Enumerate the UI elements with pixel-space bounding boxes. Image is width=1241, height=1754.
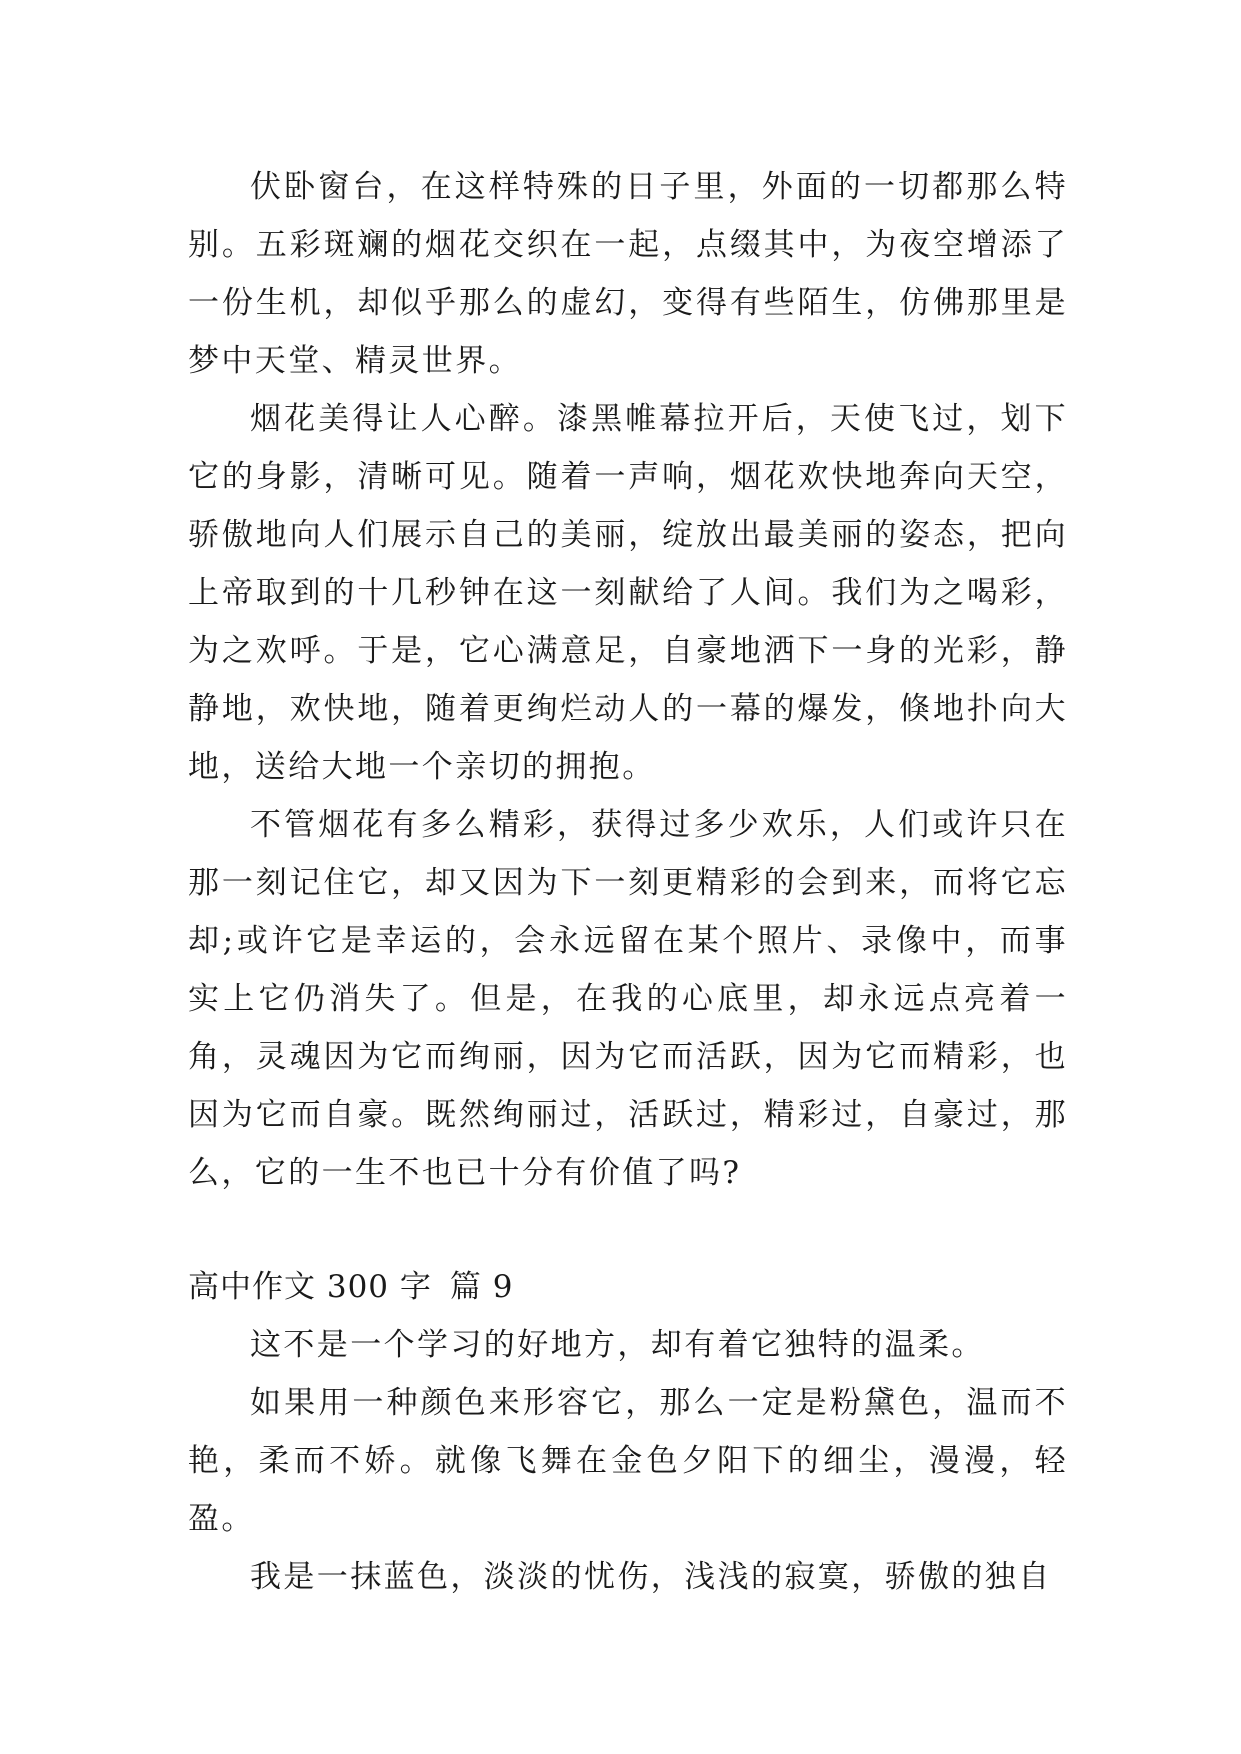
paragraph-blue: 我是一抹蓝色，淡淡的忧伤，浅浅的寂寞，骄傲的独自 — [250, 1559, 1052, 1595]
section-number: 篇 9 — [449, 1269, 514, 1305]
paragraph-color: 如果用一种颜色来形容它，那么一定是粉黛色，温而不艳，柔而不娇。就像飞舞在金色夕阳下的细尘，漫漫，轻盈。 — [188, 1385, 1068, 1537]
paragraph-fireworks-beauty: 烟花美得让人心醉。漆黑帷幕拉开后，天使飞过，划下它的身影，清晰可见。随着一声响，烟花欢快地奔向天空，骄傲地向人们展示自己的美丽，绽放出最美丽的姿态，把向上帝取到的十几秒钟在这一刻献给了人间。我们为之喝彩，为之欢呼。于是，它心满意足，自豪地洒下一身的光彩，静静地，欢快地，随着更绚烂动人的一幕的爆发，倏地扑向大地，送给大地一个亲切的拥抱。 — [188, 401, 1068, 785]
paragraph-fireworks-value: 不管烟花有多么精彩，获得过多少欢乐，人们或许只在那一刻记住它，却又因为下一刻更精彩的会到来，而将它忘却;或许它是幸运的，会永远留在某个照片、录像中，而事实上它仍消失了。但是，在我的心底里，却永远点亮着一角，灵魂因为它而绚丽，因为它而活跃，因为它而精彩，也因为它而自豪。既然绚丽过，活跃过，精彩过，自豪过，那么，它的一生不也已十分有价值了吗? — [188, 807, 1068, 1191]
section-heading — [188, 1258, 1068, 1316]
paragraph-intro: 这不是一个学习的好地方，却有着它独特的温柔。 — [250, 1327, 985, 1363]
paragraph-window: 伏卧窗台，在这样特殊的日子里，外面的一切都那么特别。五彩斑斓的烟花交织在一起，点缀其中，为夜空增添了一份生机，却似乎那么的虚幻，变得有些陌生，仿佛那里是梦中天堂、精灵世界。 — [188, 169, 1068, 379]
article-body — [188, 158, 1068, 1606]
section-title: 高中作文 300 字 — [188, 1269, 432, 1305]
